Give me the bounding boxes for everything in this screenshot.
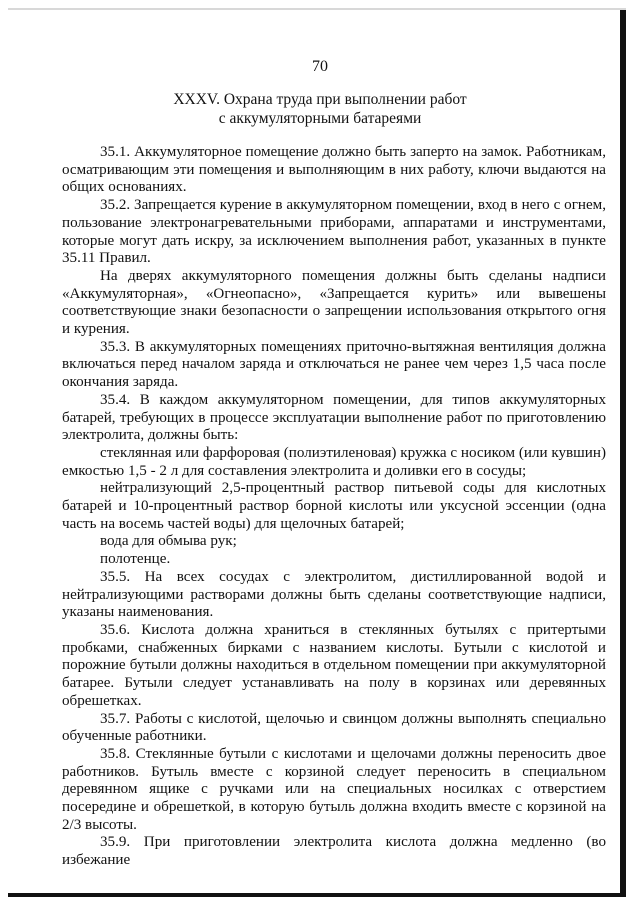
document-body xyxy=(62,144,606,870)
paragraph-35-9: 35.9. При приготовлении электролита кислота должна медленно (во избежание xyxy=(62,834,606,869)
paragraph-35-3: 35.3. В аккумуляторных помещениях приточно-вытяжная вентиляция должна включаться перед началом заряда и отключаться не ранее чем через 1,5 часа после окончания заряда. xyxy=(62,338,606,391)
paragraph-35-1: 35.1. Аккумуляторное помещение должно быть заперто на замок. Работникам, осматривающим эти помещения и выполняющим в них работу, ключи выдаются на общих основаниях. xyxy=(62,144,606,196)
paragraph-35-4: 35.4. В каждом аккумуляторном помещении, для типов аккумуляторных батарей, требующих в процессе эксплуатации выполнение работ по приготовлению электролита, должны быть: xyxy=(62,391,606,444)
page-top-edge xyxy=(8,8,626,10)
list-item-neutralizer: нейтрализующий 2,5-процентный раствор питьевой соды для кислотных батарей и 10-процентный раствор борной кислоты или уксусной эссенции (одна часть на восемь частей воды) для щелочных батарей; xyxy=(62,480,606,532)
paragraph-35-8: 35.8. Стеклянные бутыли с кислотами и щелочами должны переносить двое работников. Бутыль вместе с корзиной следует переносить в специальном деревянном ящике с ручками или на специальных носилках с отверстием посередине и обрешеткой, в которую бутыль должна входить вместе с корзиной на 2/3 высоты. xyxy=(62,745,606,833)
paragraph-door-signs: На дверях аккумуляторного помещения должны быть сделаны надписи «Аккумуляторная», «Огнеопасно», «Запрещается курить» или вывешены соответствующие знаки безопасности о запрещении использования открытого огня и курения. xyxy=(62,267,606,338)
paragraph-35-5: 35.5. На всех сосудах с электролитом, дистиллированной водой и нейтрализующими растворами должны быть сделаны соответствующие надписи, указаны наименования. xyxy=(62,568,606,621)
paragraph-35-6: 35.6. Кислота должна храниться в стеклянных бутылях с притертыми пробками, снабженных бирками с названием кислоты. Бутыли с кислотой и порожние бутыли должны находиться в отдельном помещении при аккумуляторной батарее. Бутыли следует устанавливать на полу в корзинах или деревянных обрешетках. xyxy=(62,621,606,709)
section-heading-line-1: XXXV. Охрана труда при выполнении работ xyxy=(173,91,467,108)
page-number: 70 xyxy=(312,58,328,75)
list-item-towel: полотенце. xyxy=(100,551,171,568)
section-heading-line-2: с аккумуляторными батареями xyxy=(218,110,422,127)
section-heading xyxy=(0,90,640,128)
list-item-water: вода для обмыва рук; xyxy=(100,533,237,550)
paragraph-35-7: 35.7. Работы с кислотой, щелочью и свинцом должны выполнять специально обученные работники. xyxy=(62,710,606,745)
paragraph-35-2: 35.2. Запрещается курение в аккумуляторном помещении, вход в него с огнем, пользование электронагревательными приборами, аппаратами и инструментами, которые могут дать искру, за исключением выполнения работ, указанных в пункте 35.11 Правил. xyxy=(62,197,606,267)
list-item-mug: стеклянная или фарфоровая (полиэтиленовая) кружка с носиком (или кувшин) емкостью 1,5 - 2 л для составления электролита и доливки его в сосуды; xyxy=(62,444,606,479)
